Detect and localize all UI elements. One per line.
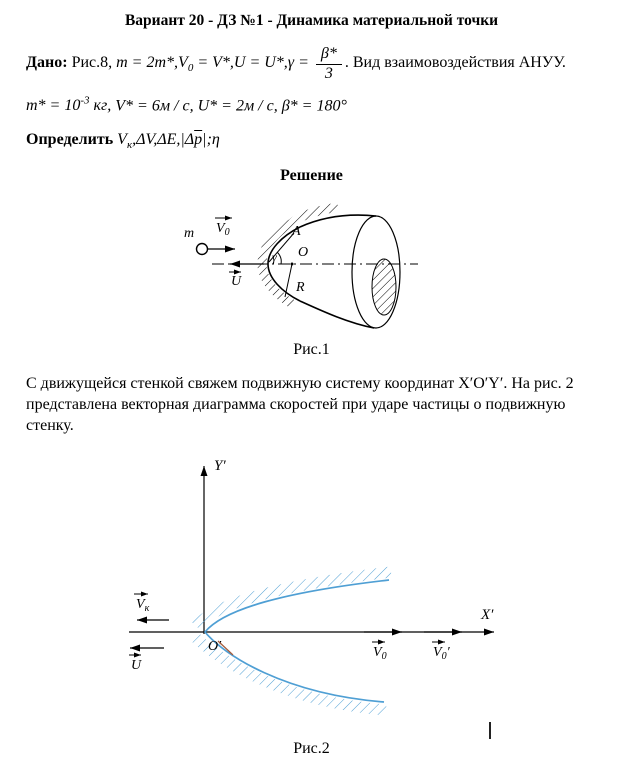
v0-prime-label — [433, 645, 451, 662]
hatched-section-ellipse — [372, 259, 396, 315]
v-symbol: V — [178, 53, 188, 71]
find-quantities — [117, 130, 220, 152]
page-title[interactable]: Вариант 20 - ДЗ №1 - Динамика материальной точки — [124, 12, 499, 29]
interaction-type-text: . Вид взаимовоздействия АНУУ. — [344, 53, 566, 71]
given-line[interactable] — [26, 46, 597, 83]
body-paragraph[interactable]: С движущейся стенкой свяжем подвижную систему координат X′O′Y′. На рис. 2 представлена векторная диаграмма скоростей при ударе частицы о подвижную стенку. — [26, 375, 574, 435]
u-label: U — [131, 658, 142, 674]
given-formula — [116, 53, 313, 74]
v0-base: V — [373, 645, 382, 661]
v0-base: V — [216, 221, 225, 237]
vk-sub: к — [144, 603, 150, 615]
velocity-relations: = V*,U = U*,γ = — [193, 53, 313, 71]
origin-label: O′ — [208, 639, 222, 655]
particle — [197, 244, 208, 255]
v0-prime-base: V — [433, 645, 442, 661]
u-label: U — [231, 274, 242, 290]
v0-sub: 0 — [224, 227, 230, 239]
v-subscript: 0 — [187, 61, 194, 74]
find-label: Определить — [26, 130, 114, 148]
figure-2-caption: Рис.2 — [293, 740, 330, 758]
y-axis-label: Y′ — [214, 458, 226, 475]
solution-heading[interactable]: Решение — [280, 167, 343, 185]
x-axis-label: X′ — [481, 607, 494, 624]
given-label: Дано: — [26, 53, 68, 71]
wall-bottom-edge — [300, 301, 374, 328]
mass-label: m — [184, 226, 195, 242]
mass-unit: кг, — [89, 96, 112, 114]
text-cursor — [489, 722, 491, 739]
vk-subscript: к — [126, 139, 133, 152]
find-line[interactable] — [26, 131, 597, 151]
v0-label — [216, 221, 230, 238]
mass-relation: m = 2m*, — [116, 53, 179, 71]
v0-label — [373, 645, 387, 662]
v-star-value: V* = 6м / с, — [115, 96, 194, 114]
figure-2-drawing[interactable] — [84, 444, 524, 740]
mass-exponent: -3 — [80, 94, 90, 107]
figure-1-drawing[interactable] — [180, 201, 440, 341]
beta-star-value: β* = 180° — [281, 96, 347, 114]
figure-2[interactable] — [84, 444, 623, 740]
values-line[interactable] — [26, 95, 597, 115]
u-star-value: U* = 2м / с, — [197, 96, 278, 114]
vk-base: V — [136, 597, 145, 613]
vk-label — [136, 597, 150, 614]
radius-label: R — [296, 280, 305, 296]
momentum-vector: $\overline{p}$ — [194, 130, 203, 148]
v0-sub: 0 — [381, 651, 387, 663]
wall-hatching-top — [196, 572, 391, 626]
vk-symbol: V — [117, 130, 127, 148]
point-a-label: A — [292, 224, 301, 240]
momentum-close: |; — [202, 130, 212, 148]
v0-prime-mark: ′ — [446, 645, 450, 661]
v0-prime-sub: 0 — [441, 651, 447, 663]
figure-1[interactable] — [180, 201, 623, 341]
gamma-label: γ — [272, 250, 277, 265]
gamma-angle-arc — [278, 253, 282, 265]
figure-1-caption: Рис.1 — [293, 341, 330, 359]
fraction-numerator: β* — [316, 46, 342, 65]
momentum-open: |Δ — [180, 130, 195, 148]
beta-fraction — [316, 46, 342, 83]
figure-reference: Рис.8, — [71, 53, 113, 71]
mass-base: m* = 10 — [26, 96, 81, 114]
radius-line — [285, 264, 292, 297]
fraction-denominator: 3 — [324, 64, 333, 82]
mass-value — [26, 94, 112, 114]
point-o-label: O — [298, 245, 309, 261]
eta-symbol: η — [211, 130, 220, 148]
delta-quantities: ,ΔV,ΔE, — [132, 130, 181, 148]
